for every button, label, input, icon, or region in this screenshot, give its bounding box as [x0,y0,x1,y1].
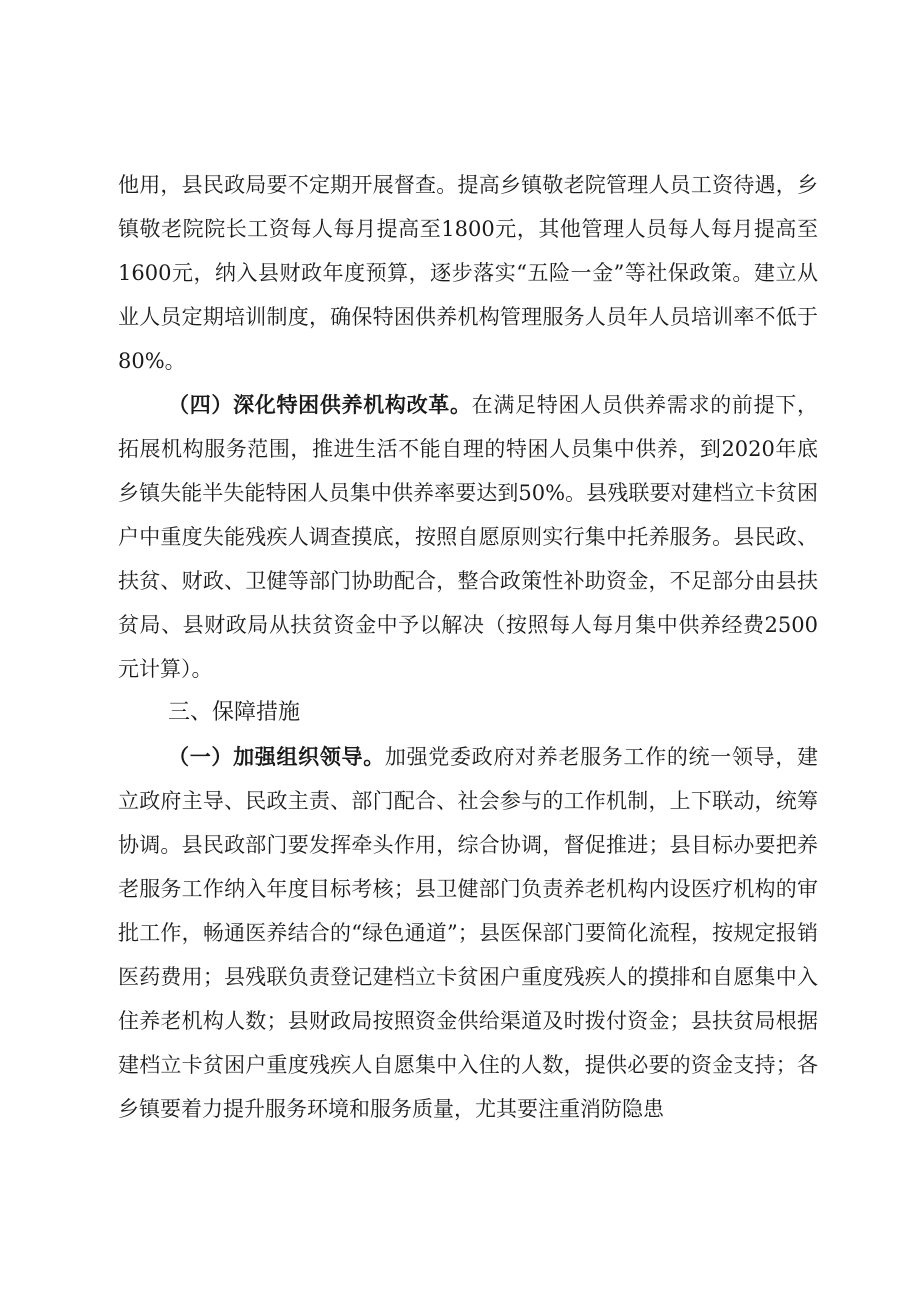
paragraph-staff-wages [118,163,818,383]
paragraph-text: 在满足特困人员供养需求的前提下，拓展机构服务范围，推进生活不能自理的特困人员集中供养，到2020年底乡镇失能半失能特困人员集中供养率要达到50%。县残联要对建档立卡贫困户中重度失能残疾人调查摸底，按照自愿原则实行集中托养服务。县民政、扶贫、财政、卫健等部门协助配合，整合政策性补助资金，不足部分由县扶贫局、县财政局从扶贫资金中予以解决（按照每人每月集中供养经费2500元计算）。 [118,393,818,681]
paragraph-institution-reform [118,383,818,691]
paragraph-text: 他用，县民政局要不定期开展督查。提高乡镇敬老院管理人员工资待遇，乡镇敬老院院长工资每人每月提高至1800元，其他管理人员每人每月提高至1600元，纳入县财政年度预算，逐步落实“五险一金”等社保政策。建立从业人员定期培训制度，确保特困供养机构管理服务人员年人员培训率不低于80%。 [118,173,818,373]
document-body [118,163,818,1131]
paragraph-lead: （四）深化特困供养机构改革。 [168,392,472,417]
paragraph-text: 加强党委政府对养老服务工作的统一领导，建立政府主导、民政主责、部门配合、社会参与的工作机制，上下联动，统筹协调。县民政部门要发挥牵头作用，综合协调，督促推进；县目标办要把养老服务工作纳入年度目标考核；县卫健部门负责养老机构内设医疗机构的审批工作，畅通医养结合的“绿色通道”；县医保部门要简化流程，按规定报销医药费用；县残联负责登记建档立卡贫困户重度残疾人的摸排和自愿集中入住养老机构人数；县财政局按照资金供给渠道及时拨付资金；县扶贫局根据建档立卡贫困户重度残疾人自愿集中入住的人数，提供必要的资金支持；各乡镇要着力提升服务环境和服务质量，尤其要注重消防隐患 [118,745,819,1121]
paragraph-lead: （一）加强组织领导。 [168,744,385,769]
paragraph-organization-leadership [118,735,818,1131]
section-heading: 三、保障措施 [168,700,301,725]
